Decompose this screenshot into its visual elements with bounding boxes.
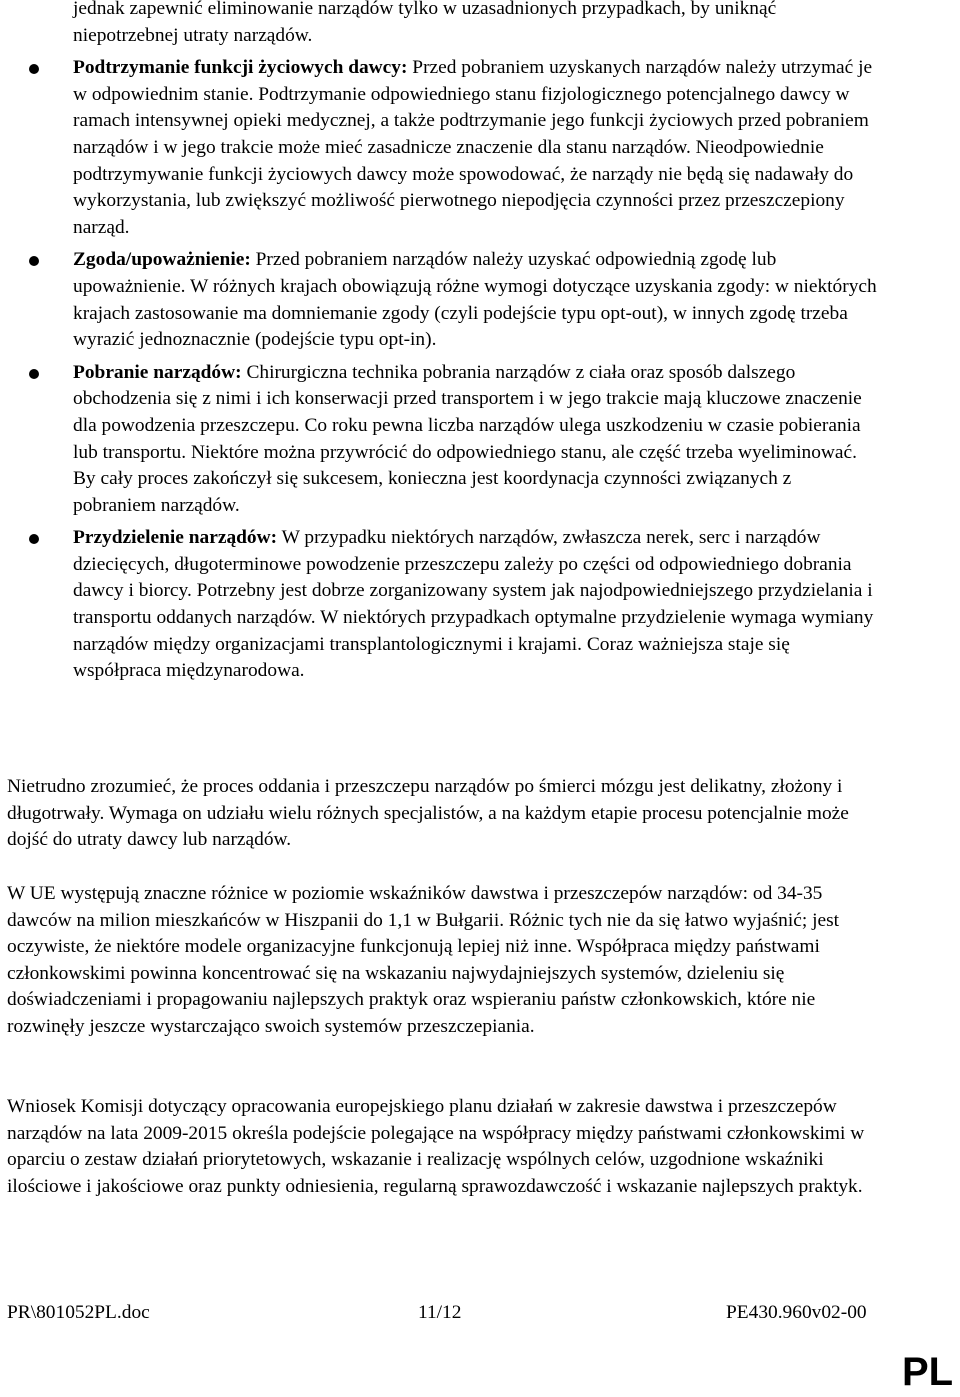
footer-pe-ref: PE430.960v02-00: [726, 1302, 867, 1323]
list-item-donor-support: [0, 55, 878, 241]
list-item-allocation: [0, 525, 878, 685]
paragraph-commission-proposal: Wniosek Komisji dotyczący opracowania europejskiego planu działań w zakresie dawstwa i przeszczepów narządów na lata 2009-2015 określa podejście polegające na współpracy między państwami członkowskimi w oparciu o zestaw działań priorytetowych, wskazanie i realizację wspólnych celów, uzgodnione wskaźniki ilościowe i jakościowe oraz punkty odniesienia, regularną sprawozdawczość i wskazanie najlepszych praktyk.: [7, 1096, 865, 1197]
bullet-text: W przypadku niektórych narządów, zwłaszcza nerek, serc i narządów dziecięcych, długoterminowe powodzenie przeszczepu zależy po części od odpowiedniego dobrania dawcy i biorcy. Potrzebny jest dobrze zorganizowany system jak najodpowiedniejszego przydzielania i transportu oddanych narządów. W niektórych przypadkach optymalne przydzielenie wymaga wymiany narządów między organizacjami transplantologicznymi i krajami. Coraz ważniejsza staje się współpraca międzynarodowa.: [73, 527, 874, 682]
bullet-label: Przydzielenie narządów:: [73, 527, 278, 549]
list-item-procurement: [0, 360, 878, 520]
bullet-icon: [29, 64, 39, 74]
list-item-continuation: [0, 0, 878, 49]
paragraph-eu-differences: W UE występują znaczne różnice w poziomie wskaźników dawstwa i przeszczepów narządów: od 34-35 dawców na milion mieszkańców w Hiszpanii do 1,1 w Bułgarii. Różnic tych nie da się łatwo wyjaśnić; jest oczywiste, że niektóre modele organizacyjne funkcjonują lepiej niż inne. Współpraca między państwami członkowskimi powinna koncentrować się na wskazaniu najwydajniejszych systemów, dzieleniu się doświadczeniami i propagowaniu najlepszych praktyk oraz wspieraniu państw członkowskich, które nie rozwinęły jeszcze wystarczająco swoich systemów przeszczepiania.: [7, 883, 839, 1037]
language-mark: PL: [902, 1350, 954, 1394]
bullet-text: jednak zapewnić eliminowanie narządów tylko w uzasadnionych przypadkach, by uniknąć niepotrzebnej utraty narządów.: [73, 0, 777, 46]
bullet-label: Podtrzymanie funkcji życiowych dawcy:: [73, 57, 408, 79]
bullet-icon: [29, 256, 39, 266]
paragraph-complexity: Nietrudno zrozumieć, że proces oddania i przeszczepu narządów po śmierci mózgu jest delikatny, złożony i długotrwały. Wymaga on udziału wielu różnych specjalistów, a na każdym etapie procesu potencjalnie może dojść do utraty dawcy lub narządów.: [7, 776, 849, 851]
bullet-list: [0, 0, 960, 691]
bullet-text: Chirurgiczna technika pobrania narządów z ciała oraz sposób dalszego obchodzenia się z nimi i ich konserwacji przed transportem i w jego trakcie mają kluczowe znaczenie dla powodzenia przeszczepu. Co roku pewna liczba narządów ulega uszkodzeniu w czasie pobierania lub transportu. Niektóre można przywrócić do odpowiedniego stanu, ale część trzeba wyeliminować. By cały proces zakończył się sukcesem, konieczna jest koordynacja czynności związanych z pobraniem narządów.: [73, 361, 862, 516]
bullet-label: Zgoda/upoważnienie:: [73, 249, 251, 271]
bullet-icon: [29, 369, 39, 379]
list-item-consent: [0, 247, 878, 353]
bullet-label: Pobranie narządów:: [73, 361, 242, 383]
footer-doc-ref: PR\801052PL.doc: [7, 1302, 150, 1323]
bullet-icon: [29, 534, 39, 544]
footer-page-number: 11/12: [418, 1302, 462, 1323]
bullet-text: Przed pobraniem uzyskanych narządów należy utrzymać je w odpowiednim stanie. Podtrzymanie odpowiedniego stanu fizjologicznego potencjalnego dawcy w ramach intensywnej opieki medycznej, a także podtrzymanie jego funkcji życiowych przed pobraniem narządów i w jego trakcie może mieć zasadnicze znaczenie dla stanu narządów. Nieodpowiednie podtrzymywanie funkcji życiowych dawcy może spowodować, że narządy nie będą się nadawały do wykorzystania, lub zwiększyć możliwość pierwotnego niepodjęcia czynności przez przeszczepiony narząd.: [73, 57, 873, 238]
bullet-text: Przed pobraniem narządów należy uzyskać odpowiednią zgodę lub upoważnienie. W różnych krajach obowiązują różne wymogi dotyczące uzyskania zgody: w niektórych krajach zastosowanie ma domniemanie zgody (czyli podejście typu opt-out), w innych zgodę trzeba wyrazić jednoznacznie (podejście typu opt-in).: [73, 249, 877, 351]
